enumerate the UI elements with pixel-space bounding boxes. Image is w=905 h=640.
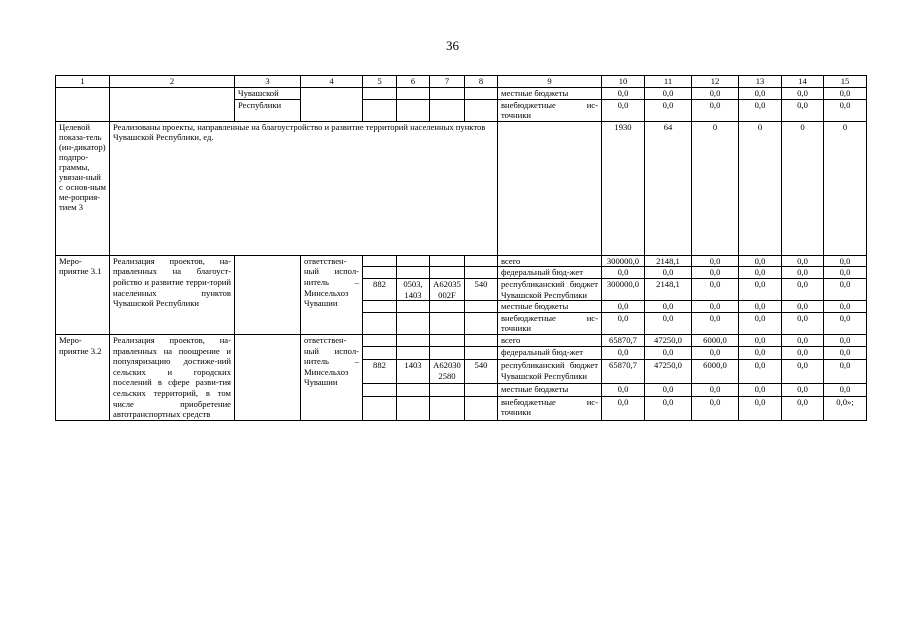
empty-cell — [430, 334, 465, 347]
empty-cell — [397, 301, 430, 313]
value-cell: 0,0 — [645, 267, 692, 279]
value-cell: 0,0»; — [824, 396, 867, 420]
value-cell: 0,0 — [645, 396, 692, 420]
value-cell: 47250,0 — [645, 334, 692, 347]
value-cell: 65870,7 — [602, 360, 645, 384]
funding-source: республиканский бюджет Чувашской Республики — [498, 360, 602, 384]
responsible-cell: Республики — [235, 99, 301, 121]
value-cell: 47250,0 — [645, 360, 692, 384]
value-cell: 0,0 — [824, 255, 867, 267]
value-cell: 0,0 — [645, 301, 692, 313]
value-cell: 0,0 — [645, 347, 692, 360]
empty-cell — [465, 255, 498, 267]
funding-source: всего — [498, 255, 602, 267]
value-cell: 0,0 — [645, 88, 692, 100]
empty-cell — [397, 384, 430, 397]
empty-cell — [397, 267, 430, 279]
value-cell: 0,0 — [739, 255, 782, 267]
indicator-value: 0 — [824, 121, 867, 255]
measure-executor: ответствен-ный испол-нитель – Минсельхоз Чувашии — [301, 255, 363, 334]
value-cell: 0,0 — [692, 267, 739, 279]
measure-label: Меро-приятие 3.2 — [56, 334, 110, 420]
value-cell: 0,0 — [692, 301, 739, 313]
indicator-label: Целевой показа-тель (ин-дикатор) подпро-граммы, увязан-ный с основ-ным ме-роприя-тием 3 — [56, 121, 110, 255]
budget-table — [55, 75, 867, 421]
funding-source: внебюджетные ис-точники — [498, 312, 602, 334]
empty-cell — [363, 88, 397, 100]
column-number: 3 — [235, 76, 301, 88]
indicator-value: 0 — [782, 121, 824, 255]
value-cell: 0,0 — [602, 312, 645, 334]
value-cell: 0,0 — [782, 267, 824, 279]
value-cell: 0,0 — [602, 267, 645, 279]
empty-cell — [397, 99, 430, 121]
empty-cell — [465, 396, 498, 420]
empty-cell — [56, 88, 110, 122]
column-number: 2 — [110, 76, 235, 88]
value-cell: 6000,0 — [692, 334, 739, 347]
indicator-text: Реализованы проекты, направленные на благоустройство и развитие территорий населенных пунктов Чувашской Республики, ед. — [110, 121, 498, 255]
empty-cell — [430, 255, 465, 267]
column-number: 4 — [301, 76, 363, 88]
empty-cell — [430, 267, 465, 279]
value-cell: 0,0 — [824, 384, 867, 397]
indicator-value: 0 — [692, 121, 739, 255]
value-cell: 0,0 — [692, 347, 739, 360]
expense-type-code: 540 — [465, 278, 498, 300]
column-number: 6 — [397, 76, 430, 88]
column-number: 11 — [645, 76, 692, 88]
empty-cell — [363, 334, 397, 347]
value-cell: 0,0 — [692, 88, 739, 100]
empty-cell — [363, 99, 397, 121]
empty-cell — [110, 88, 235, 122]
measure-description: Реализация проектов, на-правленных на поощрение и популяризацию достиже-ний сельских и городских поселений в сфере разви-тия сельских территорий, в том числе приобретение автотранспортных средств — [110, 334, 235, 420]
empty-cell — [465, 88, 498, 100]
value-cell: 0,0 — [782, 278, 824, 300]
column-number: 9 — [498, 76, 602, 88]
empty-cell — [465, 301, 498, 313]
value-cell: 0,0 — [782, 384, 824, 397]
value-cell: 65870,7 — [602, 334, 645, 347]
empty-cell — [397, 347, 430, 360]
value-cell: 0,0 — [692, 396, 739, 420]
column-number: 5 — [363, 76, 397, 88]
target-article-code: А62035 002F — [430, 278, 465, 300]
value-cell: 0,0 — [782, 360, 824, 384]
value-cell: 0,0 — [824, 360, 867, 384]
measure-row — [56, 334, 867, 347]
value-cell: 0,0 — [645, 312, 692, 334]
value-cell: 0,0 — [782, 301, 824, 313]
funding-source: внебюджетные ис-точники — [498, 396, 602, 420]
empty-cell — [498, 121, 602, 255]
value-cell: 0,0 — [692, 99, 739, 121]
measure-executor: ответствен-ный испол-нитель – Минсельхоз Чувашии — [301, 334, 363, 420]
empty-cell — [363, 267, 397, 279]
funding-source: местные бюджеты — [498, 301, 602, 313]
value-cell: 0,0 — [739, 301, 782, 313]
column-number-row — [56, 76, 867, 88]
target-article-code: А62030 2580 — [430, 360, 465, 384]
column-number: 15 — [824, 76, 867, 88]
empty-cell — [363, 347, 397, 360]
empty-cell — [465, 347, 498, 360]
value-cell: 0,0 — [602, 347, 645, 360]
empty-cell — [235, 334, 301, 420]
empty-cell — [465, 267, 498, 279]
value-cell: 0,0 — [739, 278, 782, 300]
value-cell: 0,0 — [739, 396, 782, 420]
value-cell: 0,0 — [645, 384, 692, 397]
empty-cell — [397, 88, 430, 100]
value-cell: 0,0 — [739, 88, 782, 100]
empty-cell — [465, 384, 498, 397]
indicator-value: 1930 — [602, 121, 645, 255]
empty-cell — [465, 312, 498, 334]
value-cell: 0,0 — [782, 347, 824, 360]
grbs-code: 882 — [363, 278, 397, 300]
measure-description: Реализация проектов, на-правленных на благоуст-ройство и развитие терри-торий населенных пунктов Чувашской Республики — [110, 255, 235, 334]
value-cell: 2148,1 — [645, 255, 692, 267]
empty-cell — [397, 312, 430, 334]
value-cell: 0,0 — [824, 267, 867, 279]
responsible-cell: Чувашской — [235, 88, 301, 100]
empty-cell — [465, 334, 498, 347]
empty-cell — [430, 312, 465, 334]
empty-cell — [397, 396, 430, 420]
value-cell: 0,0 — [824, 334, 867, 347]
measure-label: Меро-приятие 3.1 — [56, 255, 110, 334]
value-cell: 2148,1 — [645, 278, 692, 300]
value-cell: 0,0 — [824, 301, 867, 313]
value-cell: 0,0 — [739, 360, 782, 384]
value-cell: 0,0 — [692, 312, 739, 334]
empty-cell — [301, 88, 363, 122]
value-cell: 0,0 — [692, 278, 739, 300]
empty-cell — [397, 334, 430, 347]
value-cell: 0,0 — [692, 255, 739, 267]
funding-source: федеральный бюд-жет — [498, 347, 602, 360]
value-cell: 0,0 — [782, 334, 824, 347]
empty-cell — [430, 88, 465, 100]
column-number: 12 — [692, 76, 739, 88]
indicator-value: 0 — [739, 121, 782, 255]
grbs-code: 882 — [363, 360, 397, 384]
value-cell: 0,0 — [739, 347, 782, 360]
expense-type-code: 540 — [465, 360, 498, 384]
value-cell: 0,0 — [782, 396, 824, 420]
value-cell: 0,0 — [824, 99, 867, 121]
value-cell: 0,0 — [645, 99, 692, 121]
empty-cell — [363, 384, 397, 397]
table-row — [56, 88, 867, 100]
indicator-value: 64 — [645, 121, 692, 255]
empty-cell — [465, 99, 498, 121]
value-cell: 0,0 — [739, 99, 782, 121]
empty-cell — [363, 255, 397, 267]
value-cell: 300000,0 — [602, 255, 645, 267]
value-cell: 0,0 — [739, 384, 782, 397]
value-cell: 300000,0 — [602, 278, 645, 300]
funding-source: всего — [498, 334, 602, 347]
funding-source: местные бюджеты — [498, 384, 602, 397]
value-cell: 0,0 — [782, 255, 824, 267]
funding-source: федеральный бюд-жет — [498, 267, 602, 279]
empty-cell — [430, 384, 465, 397]
value-cell: 0,0 — [782, 99, 824, 121]
value-cell: 0,0 — [739, 312, 782, 334]
value-cell: 0,0 — [824, 312, 867, 334]
column-number: 13 — [739, 76, 782, 88]
empty-cell — [397, 255, 430, 267]
value-cell: 0,0 — [602, 384, 645, 397]
section-code: 1403 — [397, 360, 430, 384]
value-cell: 0,0 — [602, 396, 645, 420]
column-number: 8 — [465, 76, 498, 88]
value-cell: 0,0 — [782, 312, 824, 334]
empty-cell — [430, 347, 465, 360]
measure-row — [56, 255, 867, 267]
value-cell: 0,0 — [824, 88, 867, 100]
value-cell: 0,0 — [739, 267, 782, 279]
funding-source: внебюджетные ис-точники — [498, 99, 602, 121]
value-cell: 0,0 — [824, 278, 867, 300]
value-cell: 0,0 — [782, 88, 824, 100]
value-cell: 0,0 — [602, 301, 645, 313]
value-cell: 0,0 — [692, 384, 739, 397]
column-number: 1 — [56, 76, 110, 88]
empty-cell — [235, 255, 301, 334]
empty-cell — [430, 396, 465, 420]
empty-cell — [363, 312, 397, 334]
empty-cell — [430, 301, 465, 313]
value-cell: 0,0 — [739, 334, 782, 347]
value-cell: 0,0 — [602, 88, 645, 100]
empty-cell — [363, 396, 397, 420]
value-cell: 6000,0 — [692, 360, 739, 384]
indicator-row — [56, 121, 867, 255]
funding-source: республиканский бюджет Чувашской Республики — [498, 278, 602, 300]
value-cell: 0,0 — [824, 347, 867, 360]
column-number: 14 — [782, 76, 824, 88]
empty-cell — [363, 301, 397, 313]
column-number: 10 — [602, 76, 645, 88]
empty-cell — [430, 99, 465, 121]
page-number: 36 — [446, 38, 459, 53]
funding-source: местные бюджеты — [498, 88, 602, 100]
section-code: 0503, 1403 — [397, 278, 430, 300]
column-number: 7 — [430, 76, 465, 88]
value-cell: 0,0 — [602, 99, 645, 121]
